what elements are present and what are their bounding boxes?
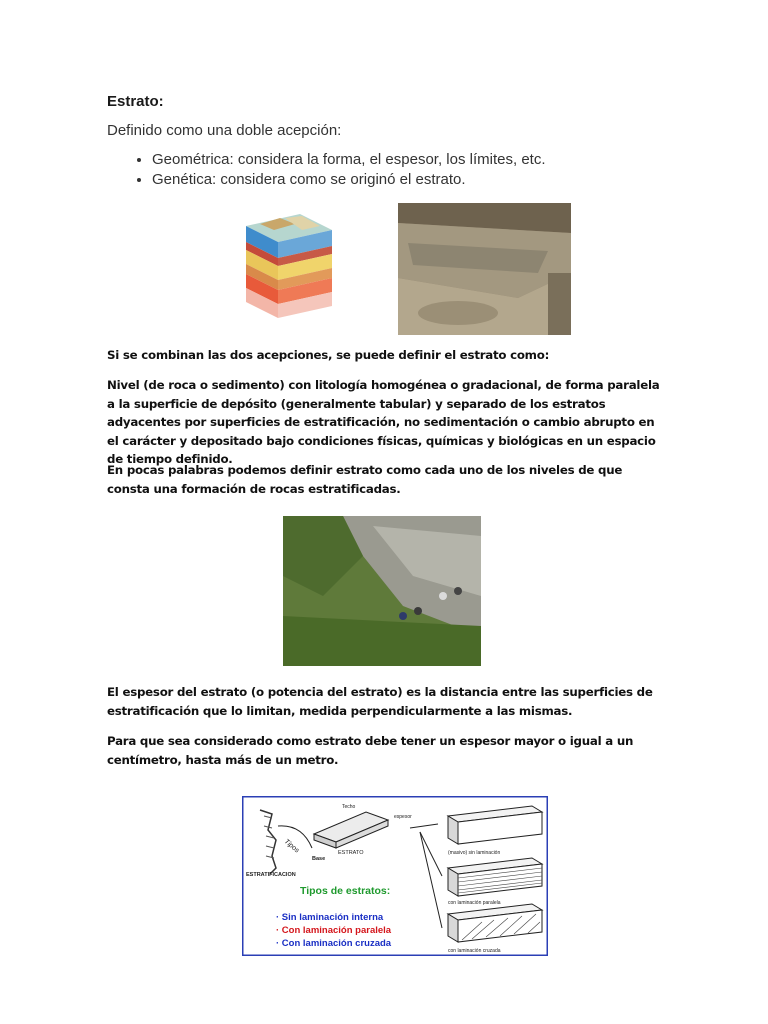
rock-strata-photo [398,203,571,335]
caption-block-1: (masivo) sin laminación [448,850,501,856]
summary-paragraph: En pocas palabras podemos definir estrato como cada uno de los niveles de que consta una formación de rocas estratificadas. [107,463,623,496]
bullet-list [107,150,712,190]
strata-block-illustration [240,208,336,328]
label-tipos: Tipos [282,838,301,855]
label-estrato: ESTRATO [338,850,364,856]
strata-types-svg [242,796,548,956]
definition-paragraph: Nivel (de roca o sedimento) con litología homogénea o gradacional, de forma paralela a la superficie de depósito (generalmente tabular) y separado de los estratos adyacentes por superficies de estratificación, no sedimentación o cambio abrupto en el carácter y depositado bajo condiciones físicas, químicas y biológicas en un espacio de tiempo definido. [107,378,660,467]
legend-item-sin-laminacion [276,912,384,923]
bullet-geometric: • Geométrica: considera la forma, el espesor, los límites, etc. [152,150,712,170]
label-techo: Techo [342,804,356,810]
label-estratificacion: ESTRATIFICACION [246,872,296,878]
legend-item-cruzada: · Con laminación cruzada [276,938,392,949]
strata-block-diagram-image [240,208,336,328]
legend-title: Tipos de estratos: [300,885,391,897]
page-title: Estrato: [107,93,164,110]
strata-types-diagram [242,796,548,956]
outcrop-photo-illustration [283,516,481,666]
thickness-paragraph: El espesor del estrato (o potencia del estrato) es la distancia entre las superficies de estratificación que lo limitan, medida perpendicularmente a las mismas. [107,685,653,718]
intro-text: Definido como una doble acepción: [107,122,342,139]
caption-block-2: con laminación paralela [448,900,501,906]
caption-block-3: con laminación cruzada [448,948,501,954]
legend-item-1-text: · Sin laminación interna [276,912,384,923]
legend-item-paralela: · Con laminación paralela [276,925,392,936]
label-base: Base [312,856,326,862]
rock-photo-illustration [398,203,571,335]
minimum-paragraph: Para que sea considerado como estrato debe tener un espesor mayor o igual a un centímetro, hasta más de un metro. [107,734,634,767]
label-espesor: espesor [394,814,412,820]
combine-paragraph: Si se combinan las dos acepciones, se puede definir el estrato como: [107,348,550,362]
bullet-genetic: • Genética: considera como se originó el estrato. [152,170,712,190]
outcrop-photo [283,516,481,666]
